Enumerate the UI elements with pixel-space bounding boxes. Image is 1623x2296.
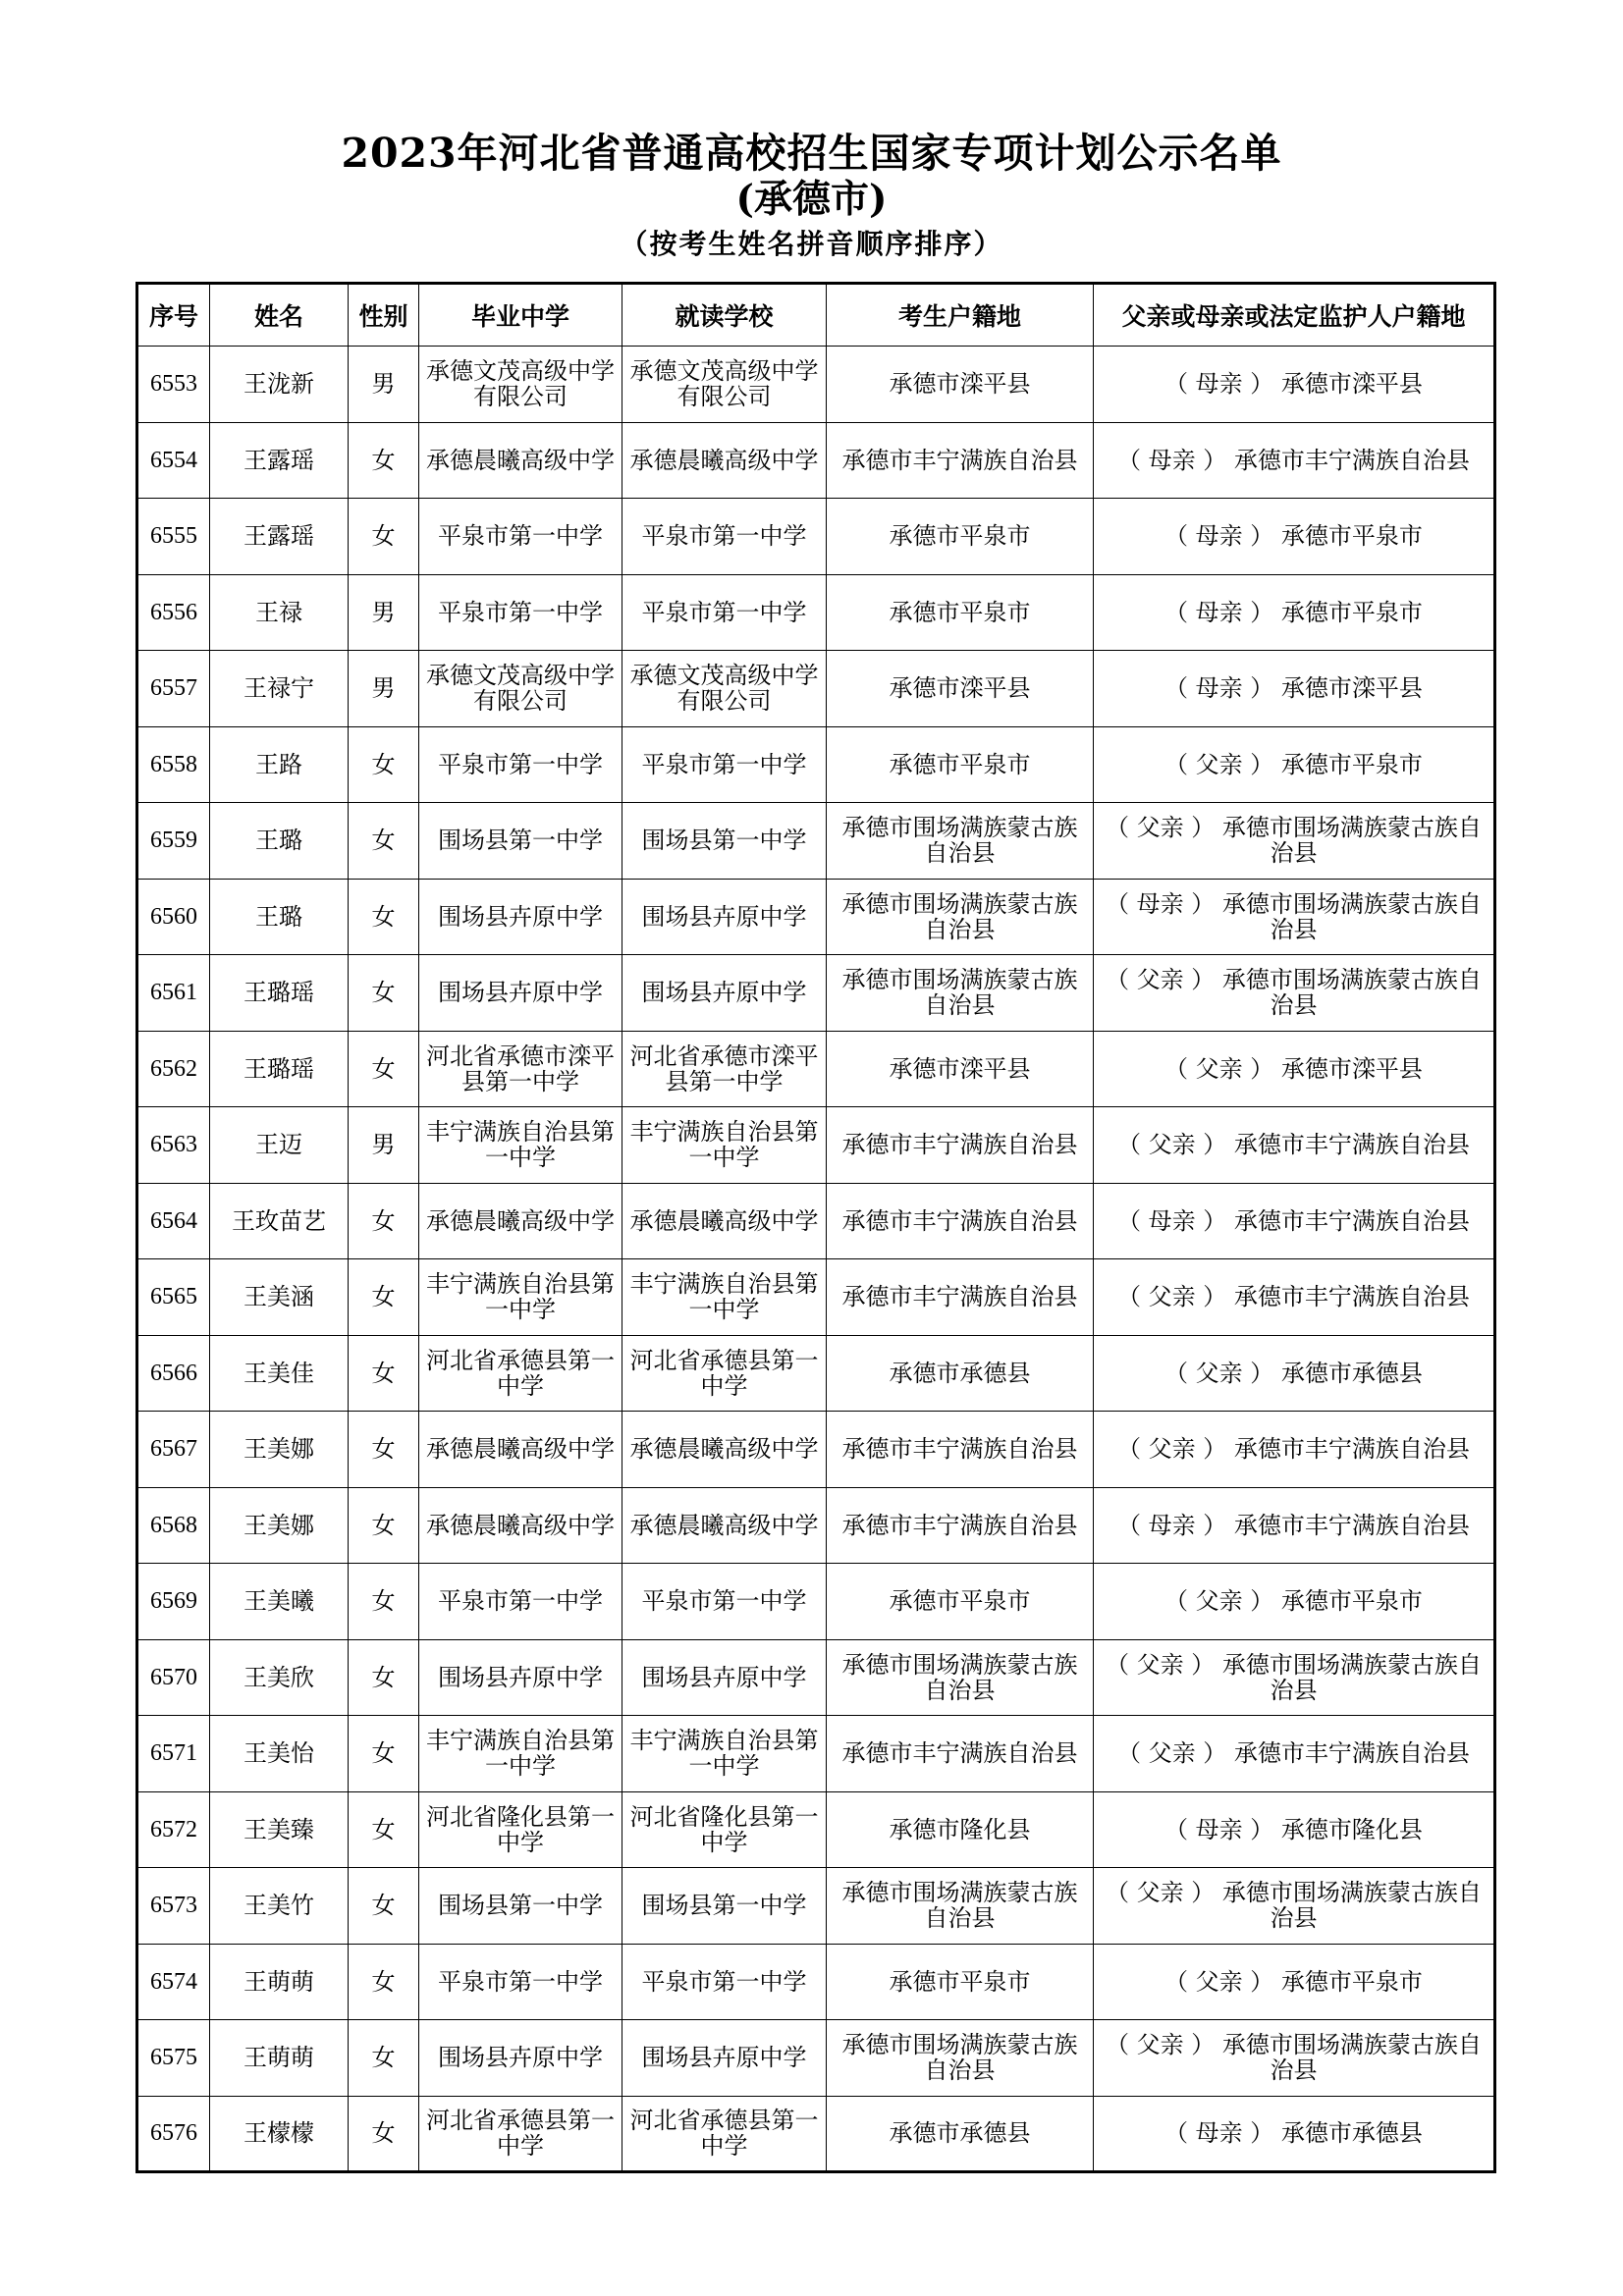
- cell-grad-school: 围场县卉原中学: [419, 1639, 622, 1716]
- cell-hukou: 承德市承德县: [827, 2096, 1094, 2172]
- column-header-grad-school: 毕业中学: [419, 284, 622, 347]
- cell-current-school: 围场县卉原中学: [622, 955, 827, 1032]
- cell-name: 王禄宁: [210, 651, 349, 727]
- cell-parent-hukou: （ 母亲 ） 承德市丰宁满族自治县: [1094, 1487, 1495, 1564]
- cell-grad-school: 承德晨曦高级中学: [419, 1487, 622, 1564]
- table-row: [137, 574, 1495, 651]
- document-title: 2023年河北省普通高校招生国家专项计划公示名单: [341, 130, 1282, 177]
- cell-grad-school: 丰宁满族自治县第一中学: [419, 1259, 622, 1336]
- cell-current-school: 河北省隆化县第一中学: [622, 1791, 827, 1868]
- cell-hukou: 承德市丰宁满族自治县: [827, 1716, 1094, 1792]
- table-row: [137, 422, 1495, 499]
- cell-grad-school: 河北省承德县第一中学: [419, 1335, 622, 1412]
- cell-hukou: 承德市平泉市: [827, 726, 1094, 803]
- cell-grad-school: 丰宁满族自治县第一中学: [419, 1107, 622, 1184]
- cell-grad-school: 承德晨曦高级中学: [419, 1412, 622, 1488]
- cell-grad-school: 围场县第一中学: [419, 1868, 622, 1945]
- cell-name: 王璐瑶: [210, 1031, 349, 1107]
- cell-name: 王路: [210, 726, 349, 803]
- cell-id: 6566: [137, 1335, 210, 1412]
- cell-parent-hukou: （ 父亲 ） 承德市围场满族蒙古族自治县: [1094, 1639, 1495, 1716]
- cell-gender: 女: [349, 1335, 419, 1412]
- cell-id: 6554: [137, 422, 210, 499]
- cell-current-school: 围场县卉原中学: [622, 1639, 827, 1716]
- cell-gender: 女: [349, 1944, 419, 2020]
- table-row: [137, 1487, 1495, 1564]
- cell-gender: 女: [349, 879, 419, 955]
- cell-name: 王美娜: [210, 1487, 349, 1564]
- cell-gender: 女: [349, 2096, 419, 2172]
- column-header-hukou: 考生户籍地: [827, 284, 1094, 347]
- sort-note: （按考生姓名拼音顺序排序）: [620, 228, 1003, 260]
- cell-grad-school: 河北省承德市滦平县第一中学: [419, 1031, 622, 1107]
- cell-id: 6557: [137, 651, 210, 727]
- cell-id: 6570: [137, 1639, 210, 1716]
- cell-name: 王美佳: [210, 1335, 349, 1412]
- cell-hukou: 承德市围场满族蒙古族自治县: [827, 803, 1094, 880]
- cell-current-school: 平泉市第一中学: [622, 499, 827, 575]
- table-row: [137, 1639, 1495, 1716]
- table-row: [137, 726, 1495, 803]
- cell-parent-hukou: （ 父亲 ） 承德市丰宁满族自治县: [1094, 1412, 1495, 1488]
- cell-gender: 男: [349, 651, 419, 727]
- cell-id: 6562: [137, 1031, 210, 1107]
- table-row: [137, 1031, 1495, 1107]
- cell-gender: 女: [349, 1487, 419, 1564]
- cell-current-school: 围场县第一中学: [622, 1868, 827, 1945]
- cell-name: 王美臻: [210, 1791, 349, 1868]
- cell-parent-hukou: （ 父亲 ） 承德市平泉市: [1094, 1944, 1495, 2020]
- cell-current-school: 丰宁满族自治县第一中学: [622, 1716, 827, 1792]
- document-subtitle: (承德市): [735, 177, 888, 222]
- cell-current-school: 围场县卉原中学: [622, 2020, 827, 2097]
- table-row: [137, 1868, 1495, 1945]
- cell-hukou: 承德市丰宁满族自治县: [827, 422, 1094, 499]
- table-row: [137, 1107, 1495, 1184]
- cell-id: 6575: [137, 2020, 210, 2097]
- cell-hukou: 承德市平泉市: [827, 1944, 1094, 2020]
- cell-grad-school: 平泉市第一中学: [419, 726, 622, 803]
- cell-gender: 女: [349, 1031, 419, 1107]
- cell-parent-hukou: （ 母亲 ） 承德市围场满族蒙古族自治县: [1094, 879, 1495, 955]
- table-row: [137, 1412, 1495, 1488]
- cell-current-school: 河北省承德市滦平县第一中学: [622, 1031, 827, 1107]
- cell-grad-school: 围场县卉原中学: [419, 955, 622, 1032]
- cell-parent-hukou: （ 父亲 ） 承德市平泉市: [1094, 1564, 1495, 1640]
- cell-grad-school: 围场县卉原中学: [419, 879, 622, 955]
- cell-grad-school: 平泉市第一中学: [419, 499, 622, 575]
- cell-current-school: 承德文茂高级中学有限公司: [622, 651, 827, 727]
- cell-current-school: 承德晨曦高级中学: [622, 422, 827, 499]
- cell-id: 6563: [137, 1107, 210, 1184]
- table-row: [137, 499, 1495, 575]
- cell-gender: 女: [349, 1868, 419, 1945]
- cell-parent-hukou: （ 父亲 ） 承德市丰宁满族自治县: [1094, 1107, 1495, 1184]
- cell-current-school: 承德晨曦高级中学: [622, 1183, 827, 1259]
- cell-current-school: 承德晨曦高级中学: [622, 1412, 827, 1488]
- cell-gender: 女: [349, 1716, 419, 1792]
- table-row: [137, 1791, 1495, 1868]
- cell-name: 王美曦: [210, 1564, 349, 1640]
- cell-name: 王萌萌: [210, 1944, 349, 2020]
- cell-hukou: 承德市丰宁满族自治县: [827, 1259, 1094, 1336]
- cell-grad-school: 河北省隆化县第一中学: [419, 1791, 622, 1868]
- cell-current-school: 围场县卉原中学: [622, 879, 827, 955]
- cell-gender: 男: [349, 574, 419, 651]
- cell-name: 王美涵: [210, 1259, 349, 1336]
- cell-name: 王璐: [210, 879, 349, 955]
- cell-id: 6573: [137, 1868, 210, 1945]
- table-row: [137, 1564, 1495, 1640]
- cell-gender: 女: [349, 955, 419, 1032]
- cell-hukou: 承德市围场满族蒙古族自治县: [827, 2020, 1094, 2097]
- cell-parent-hukou: （ 母亲 ） 承德市丰宁满族自治县: [1094, 422, 1495, 499]
- cell-grad-school: 承德晨曦高级中学: [419, 422, 622, 499]
- cell-hukou: 承德市丰宁满族自治县: [827, 1107, 1094, 1184]
- table-row: [137, 2096, 1495, 2172]
- cell-id: 6553: [137, 347, 210, 423]
- cell-gender: 女: [349, 1564, 419, 1640]
- cell-parent-hukou: （ 父亲 ） 承德市丰宁满族自治县: [1094, 1259, 1495, 1336]
- cell-parent-hukou: （ 父亲 ） 承德市平泉市: [1094, 726, 1495, 803]
- cell-parent-hukou: （ 父亲 ） 承德市围场满族蒙古族自治县: [1094, 803, 1495, 880]
- cell-current-school: 围场县第一中学: [622, 803, 827, 880]
- table-row: [137, 347, 1495, 423]
- column-header-id: 序号: [137, 284, 210, 347]
- cell-current-school: 平泉市第一中学: [622, 1944, 827, 2020]
- table-row: [137, 1944, 1495, 2020]
- cell-id: 6559: [137, 803, 210, 880]
- cell-gender: 女: [349, 499, 419, 575]
- cell-grad-school: 围场县第一中学: [419, 803, 622, 880]
- cell-parent-hukou: （ 父亲 ） 承德市承德县: [1094, 1335, 1495, 1412]
- cell-name: 王檬檬: [210, 2096, 349, 2172]
- cell-grad-school: 承德文茂高级中学有限公司: [419, 347, 622, 423]
- table-row: [137, 803, 1495, 880]
- cell-hukou: 承德市围场满族蒙古族自治县: [827, 955, 1094, 1032]
- cell-gender: 女: [349, 422, 419, 499]
- cell-grad-school: 河北省承德县第一中学: [419, 2096, 622, 2172]
- cell-name: 王迈: [210, 1107, 349, 1184]
- cell-name: 王玫苗艺: [210, 1183, 349, 1259]
- cell-name: 王璐: [210, 803, 349, 880]
- cell-name: 王璐瑶: [210, 955, 349, 1032]
- cell-current-school: 丰宁满族自治县第一中学: [622, 1259, 827, 1336]
- cell-parent-hukou: （ 父亲 ） 承德市围场满族蒙古族自治县: [1094, 1868, 1495, 1945]
- cell-grad-school: 丰宁满族自治县第一中学: [419, 1716, 622, 1792]
- cell-grad-school: 围场县卉原中学: [419, 2020, 622, 2097]
- cell-hukou: 承德市围场满族蒙古族自治县: [827, 879, 1094, 955]
- cell-parent-hukou: （ 父亲 ） 承德市滦平县: [1094, 1031, 1495, 1107]
- cell-name: 王泷新: [210, 347, 349, 423]
- cell-parent-hukou: （ 母亲 ） 承德市隆化县: [1094, 1791, 1495, 1868]
- cell-gender: 女: [349, 1183, 419, 1259]
- cell-id: 6567: [137, 1412, 210, 1488]
- cell-hukou: 承德市围场满族蒙古族自治县: [827, 1868, 1094, 1945]
- cell-parent-hukou: （ 母亲 ） 承德市承德县: [1094, 2096, 1495, 2172]
- cell-id: 6555: [137, 499, 210, 575]
- table-row: [137, 1335, 1495, 1412]
- cell-hukou: 承德市平泉市: [827, 499, 1094, 575]
- column-header-current-school: 就读学校: [622, 284, 827, 347]
- admission-list-table: [135, 282, 1496, 2173]
- cell-current-school: 平泉市第一中学: [622, 574, 827, 651]
- column-header-gender: 性别: [349, 284, 419, 347]
- table-row: [137, 1716, 1495, 1792]
- cell-hukou: 承德市丰宁满族自治县: [827, 1412, 1094, 1488]
- cell-grad-school: 承德文茂高级中学有限公司: [419, 651, 622, 727]
- cell-gender: 女: [349, 1791, 419, 1868]
- cell-current-school: 承德文茂高级中学有限公司: [622, 347, 827, 423]
- cell-current-school: 河北省承德县第一中学: [622, 1335, 827, 1412]
- cell-id: 6561: [137, 955, 210, 1032]
- cell-parent-hukou: （ 父亲 ） 承德市围场满族蒙古族自治县: [1094, 2020, 1495, 2097]
- cell-parent-hukou: （ 母亲 ） 承德市丰宁满族自治县: [1094, 1183, 1495, 1259]
- cell-name: 王美娜: [210, 1412, 349, 1488]
- cell-name: 王美欣: [210, 1639, 349, 1716]
- cell-name: 王露瑶: [210, 499, 349, 575]
- cell-gender: 男: [349, 1107, 419, 1184]
- cell-hukou: 承德市平泉市: [827, 1564, 1094, 1640]
- cell-parent-hukou: （ 母亲 ） 承德市滦平县: [1094, 651, 1495, 727]
- cell-gender: 女: [349, 2020, 419, 2097]
- cell-parent-hukou: （ 父亲 ） 承德市围场满族蒙古族自治县: [1094, 955, 1495, 1032]
- cell-grad-school: 平泉市第一中学: [419, 1564, 622, 1640]
- cell-gender: 男: [349, 347, 419, 423]
- cell-gender: 女: [349, 1259, 419, 1336]
- cell-current-school: 河北省承德县第一中学: [622, 2096, 827, 2172]
- cell-id: 6556: [137, 574, 210, 651]
- table-row: [137, 2020, 1495, 2097]
- column-header-name: 姓名: [210, 284, 349, 347]
- cell-hukou: 承德市承德县: [827, 1335, 1094, 1412]
- cell-hukou: 承德市滦平县: [827, 651, 1094, 727]
- table-row: [137, 1183, 1495, 1259]
- cell-id: 6572: [137, 1791, 210, 1868]
- cell-id: 6569: [137, 1564, 210, 1640]
- cell-parent-hukou: （ 父亲 ） 承德市丰宁满族自治县: [1094, 1716, 1495, 1792]
- cell-parent-hukou: （ 母亲 ） 承德市滦平县: [1094, 347, 1495, 423]
- cell-name: 王露瑶: [210, 422, 349, 499]
- cell-hukou: 承德市滦平县: [827, 347, 1094, 423]
- cell-current-school: 承德晨曦高级中学: [622, 1487, 827, 1564]
- table-row: [137, 651, 1495, 727]
- cell-hukou: 承德市隆化县: [827, 1791, 1094, 1868]
- table-row: [137, 879, 1495, 955]
- cell-grad-school: 承德晨曦高级中学: [419, 1183, 622, 1259]
- cell-gender: 女: [349, 726, 419, 803]
- cell-id: 6568: [137, 1487, 210, 1564]
- cell-id: 6560: [137, 879, 210, 955]
- table-row: [137, 955, 1495, 1032]
- cell-current-school: 平泉市第一中学: [622, 1564, 827, 1640]
- cell-grad-school: 平泉市第一中学: [419, 1944, 622, 2020]
- column-header-parent-hukou: 父亲或母亲或法定监护人户籍地: [1094, 284, 1495, 347]
- cell-hukou: 承德市围场满族蒙古族自治县: [827, 1639, 1094, 1716]
- cell-id: 6565: [137, 1259, 210, 1336]
- cell-parent-hukou: （ 母亲 ） 承德市平泉市: [1094, 499, 1495, 575]
- cell-hukou: 承德市丰宁满族自治县: [827, 1487, 1094, 1564]
- cell-gender: 女: [349, 1412, 419, 1488]
- cell-id: 6571: [137, 1716, 210, 1792]
- cell-name: 王美竹: [210, 1868, 349, 1945]
- cell-name: 王萌萌: [210, 2020, 349, 2097]
- table-body: [137, 347, 1495, 2172]
- cell-current-school: 丰宁满族自治县第一中学: [622, 1107, 827, 1184]
- table-row: [137, 1259, 1495, 1336]
- cell-parent-hukou: （ 母亲 ） 承德市平泉市: [1094, 574, 1495, 651]
- cell-id: 6576: [137, 2096, 210, 2172]
- cell-grad-school: 平泉市第一中学: [419, 574, 622, 651]
- cell-hukou: 承德市平泉市: [827, 574, 1094, 651]
- cell-id: 6574: [137, 1944, 210, 2020]
- cell-name: 王禄: [210, 574, 349, 651]
- cell-current-school: 平泉市第一中学: [622, 726, 827, 803]
- cell-hukou: 承德市滦平县: [827, 1031, 1094, 1107]
- cell-gender: 女: [349, 1639, 419, 1716]
- cell-gender: 女: [349, 803, 419, 880]
- cell-id: 6564: [137, 1183, 210, 1259]
- table-header-row: [137, 284, 1495, 347]
- cell-hukou: 承德市丰宁满族自治县: [827, 1183, 1094, 1259]
- cell-name: 王美怡: [210, 1716, 349, 1792]
- cell-id: 6558: [137, 726, 210, 803]
